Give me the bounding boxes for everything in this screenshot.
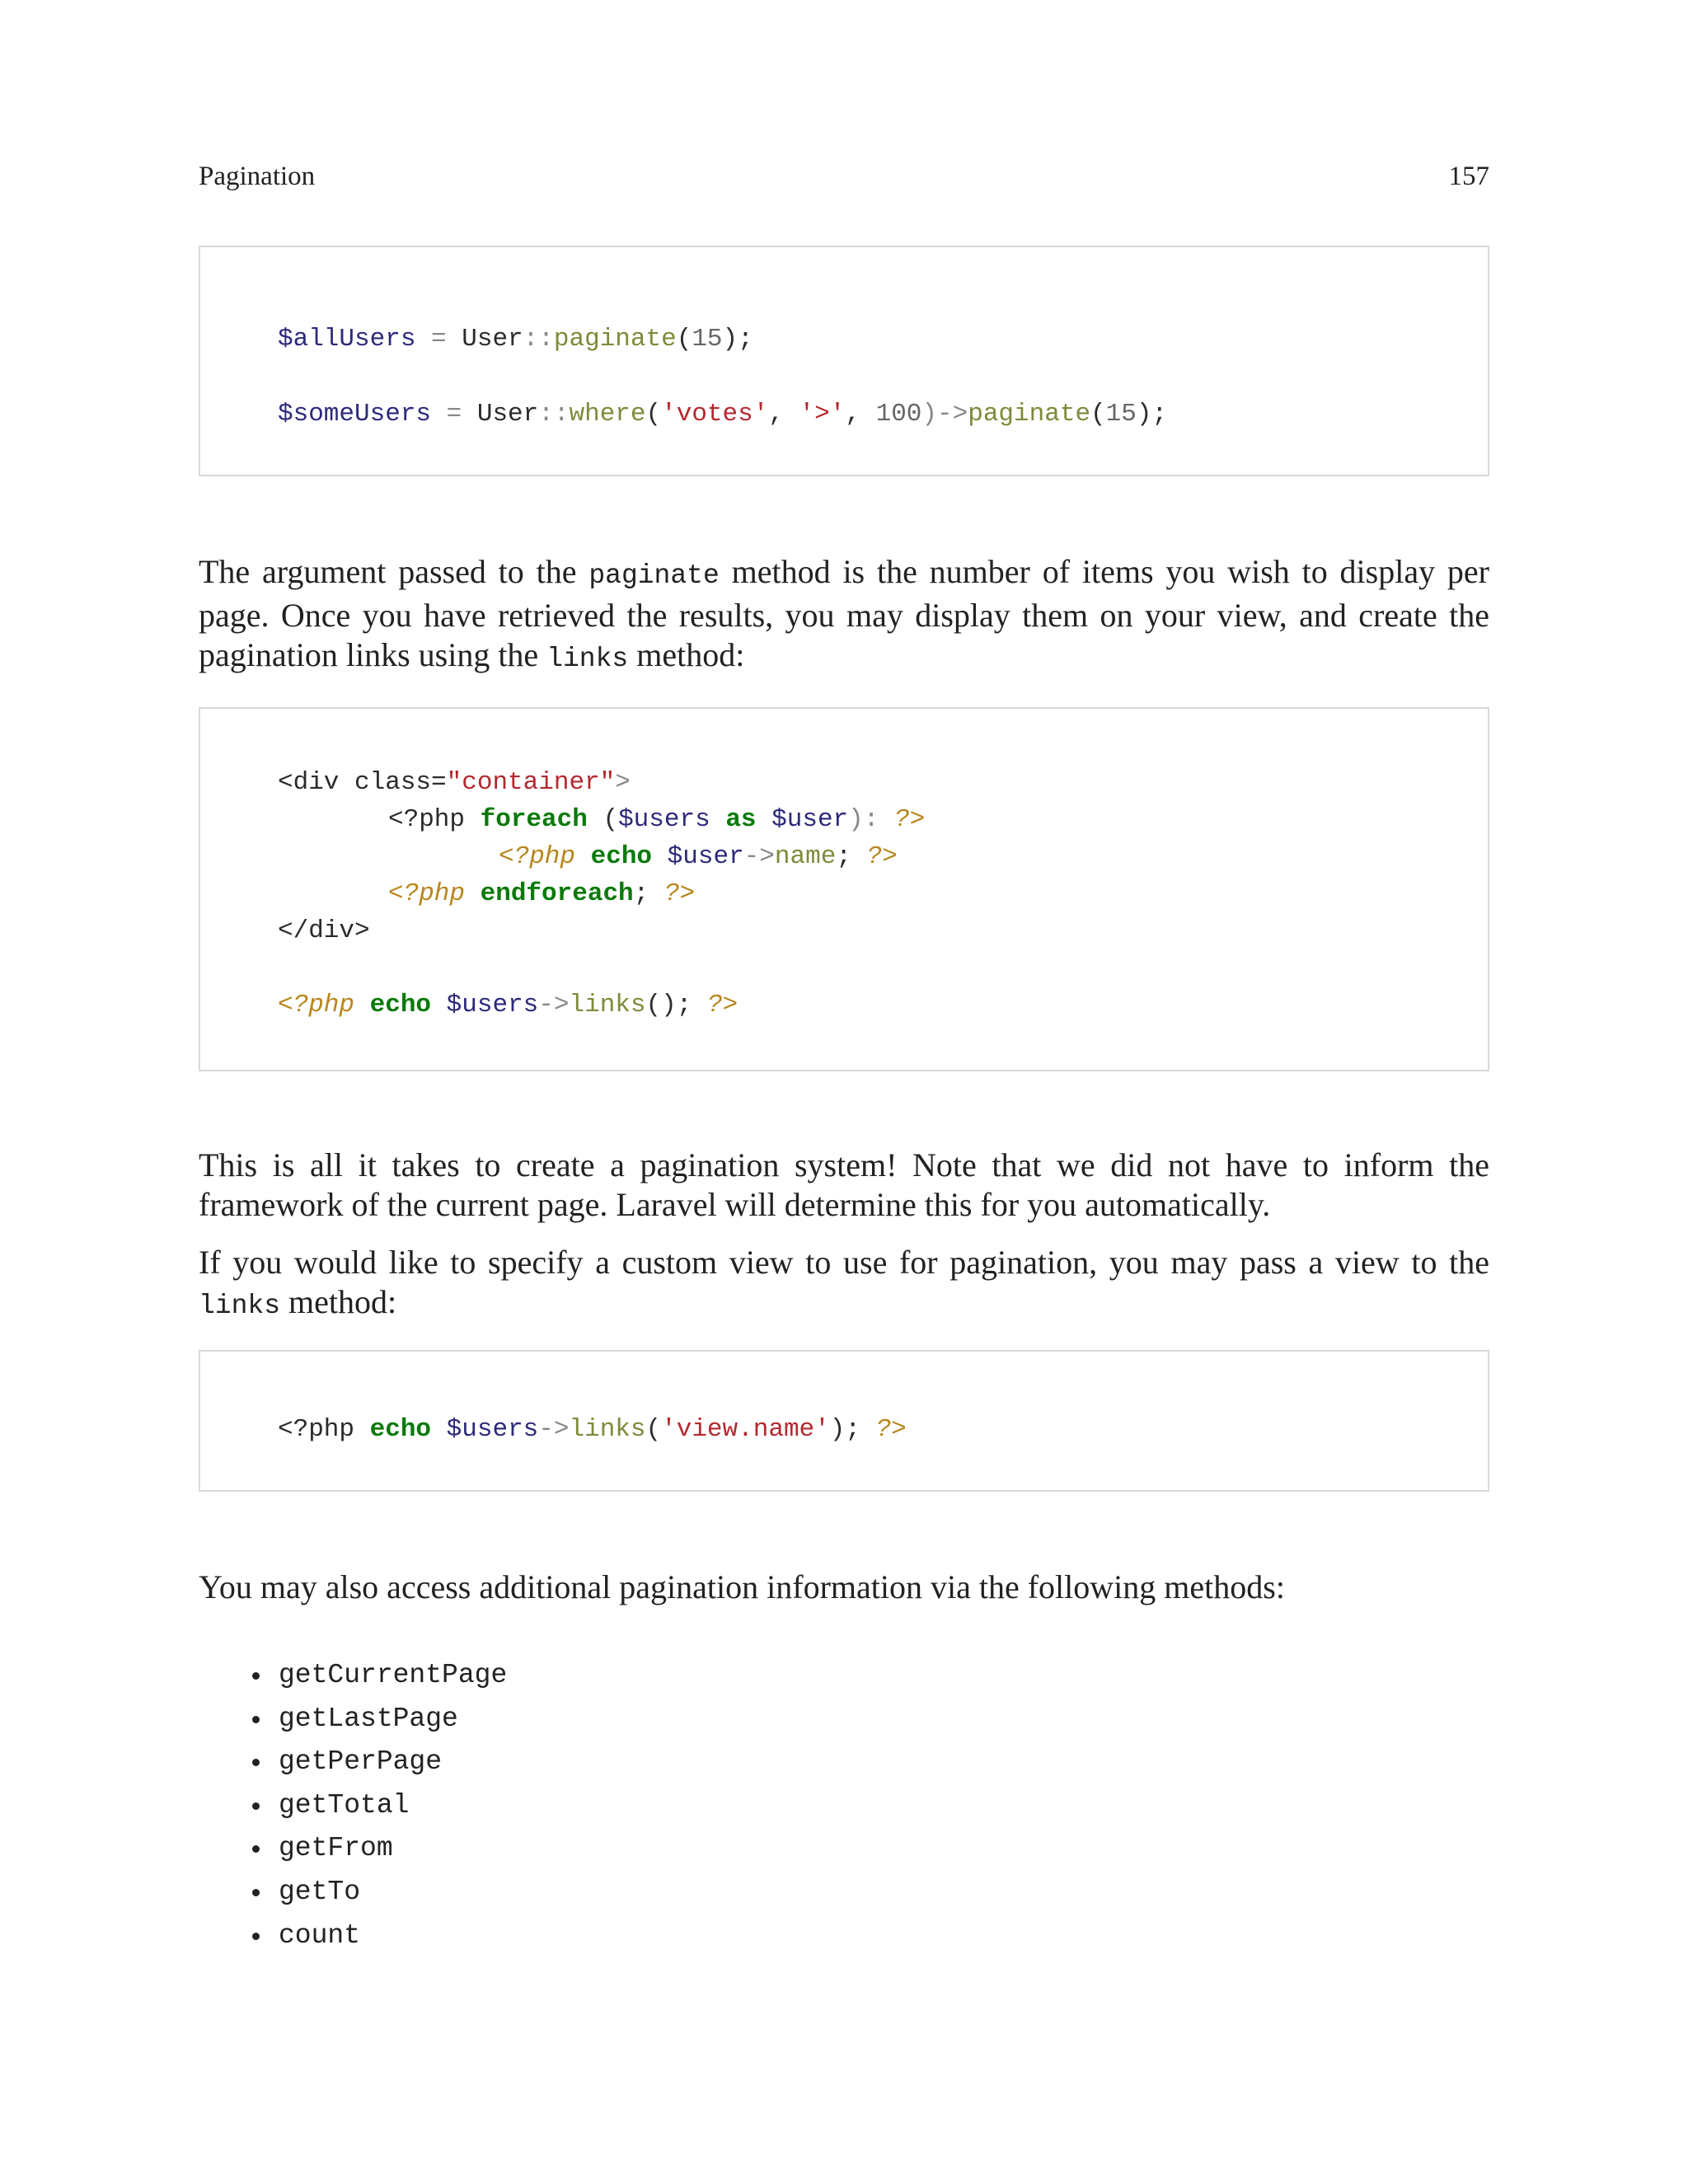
list-item: getPerPage (247, 1741, 507, 1784)
running-header (199, 162, 1489, 192)
list-item: getFrom (247, 1827, 507, 1871)
code-block-paginate (199, 246, 1489, 476)
list-item: getCurrentPage (247, 1654, 507, 1698)
code-block-custom-view (199, 1350, 1489, 1492)
page-number: 157 (1448, 162, 1489, 191)
list-item: getTotal (247, 1784, 507, 1828)
code-line: <?php echo $user->name; ?> (499, 842, 898, 871)
paragraph-custom-view: If you would like to specify a custom view to use for pagination, you may pass a view to the links method: (199, 1244, 1489, 1321)
inline-code-paginate: paginate (588, 560, 720, 591)
code-line: <?php echo $users->links(); ?> (278, 991, 738, 1019)
list-item: count (247, 1915, 507, 1958)
code-line: <div class="container"> (278, 768, 631, 797)
methods-list (247, 1654, 507, 1957)
code-line: </div> (278, 916, 370, 945)
paragraph-additional-methods: You may also access additional pagination information via the following methods: (199, 1568, 1285, 1605)
list-item: getLastPage (247, 1698, 507, 1741)
code-line: $someUsers = User::where('votes', '>', 100)->paginate(15); (278, 400, 1168, 429)
code-block-view (199, 707, 1489, 1071)
code-line: <?php endforeach; ?> (388, 879, 696, 908)
code-line: <?php echo $users->links('view.name'); ?> (278, 1415, 907, 1444)
list-item: getTo (247, 1871, 507, 1915)
inline-code-links: links (199, 1291, 281, 1321)
inline-code-links: links (546, 644, 629, 674)
code-line: $allUsers = User::paginate(15); (278, 325, 753, 354)
paragraph-pagination-system: This is all it takes to create a pagination system! Note that we did not have to inform the framework of the current page. Laravel will determine this for you automatically. (199, 1146, 1489, 1223)
code-line: <?php foreach ($users as $user): ?> (388, 805, 926, 834)
section-title: Pagination (199, 162, 316, 191)
paragraph-paginate-argument: The argument passed to the paginate method is the number of items you wish to display per page. Once you have retrieved the results, you may display them on your view, and create the pagination links using the links method: (199, 553, 1490, 674)
